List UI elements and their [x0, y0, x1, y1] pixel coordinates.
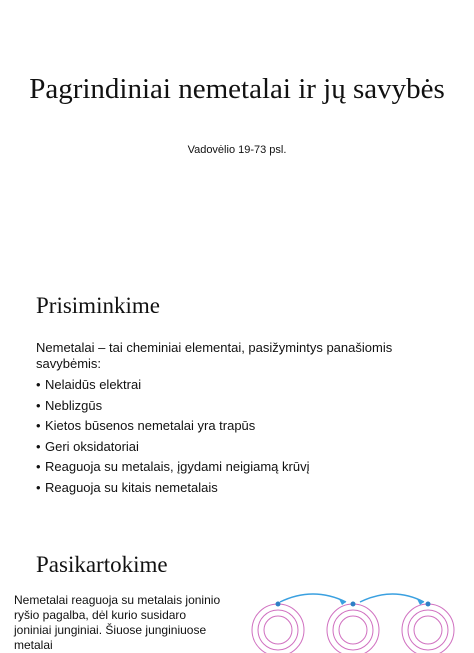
- review-slide: [0, 532, 474, 652]
- list-item: • Neblizgūs: [36, 396, 309, 417]
- ionic-bond-diagram-icon: [228, 590, 468, 634]
- list-item: • Reaguoja su metalais, įgydami neigiamą krūvį: [36, 457, 309, 478]
- title-slide: [0, 0, 474, 265]
- bullet-icon: •: [36, 418, 41, 434]
- bullet-icon: •: [36, 459, 41, 475]
- properties-list: [36, 375, 309, 499]
- list-item: • Kietos būsenos nemetalai yra trapūs: [36, 416, 309, 437]
- bullet-icon: •: [36, 479, 41, 495]
- intro-text: Nemetalai – tai cheminiai elementai, pasižymintys panašiomis savybėmis:: [36, 340, 393, 371]
- presentation-subtitle: Vadovėlio 19-73 psl.: [187, 144, 287, 156]
- bullet-icon: •: [36, 438, 41, 454]
- presentation-title: Pagrindiniai nemetalai ir jų savybės: [29, 73, 445, 105]
- slide-heading: Prisiminkime: [36, 293, 160, 318]
- bullet-icon: •: [36, 377, 41, 392]
- list-item: • Nelaidūs elektrai: [36, 375, 309, 396]
- list-item: • Geri oksidatoriai: [36, 437, 309, 458]
- slide-heading: Pasikartokime: [36, 552, 168, 577]
- recall-slide: [0, 265, 474, 532]
- paragraph-text: Nemetalai reaguoja su metalais joninio ryšio pagalba, dėl kurio susidaro joniniai junginiai. Šiuose junginiuose metalai: [14, 593, 221, 652]
- list-item: • Reaguoja su kitais nemetalais: [36, 478, 309, 499]
- bullet-icon: •: [36, 397, 41, 413]
